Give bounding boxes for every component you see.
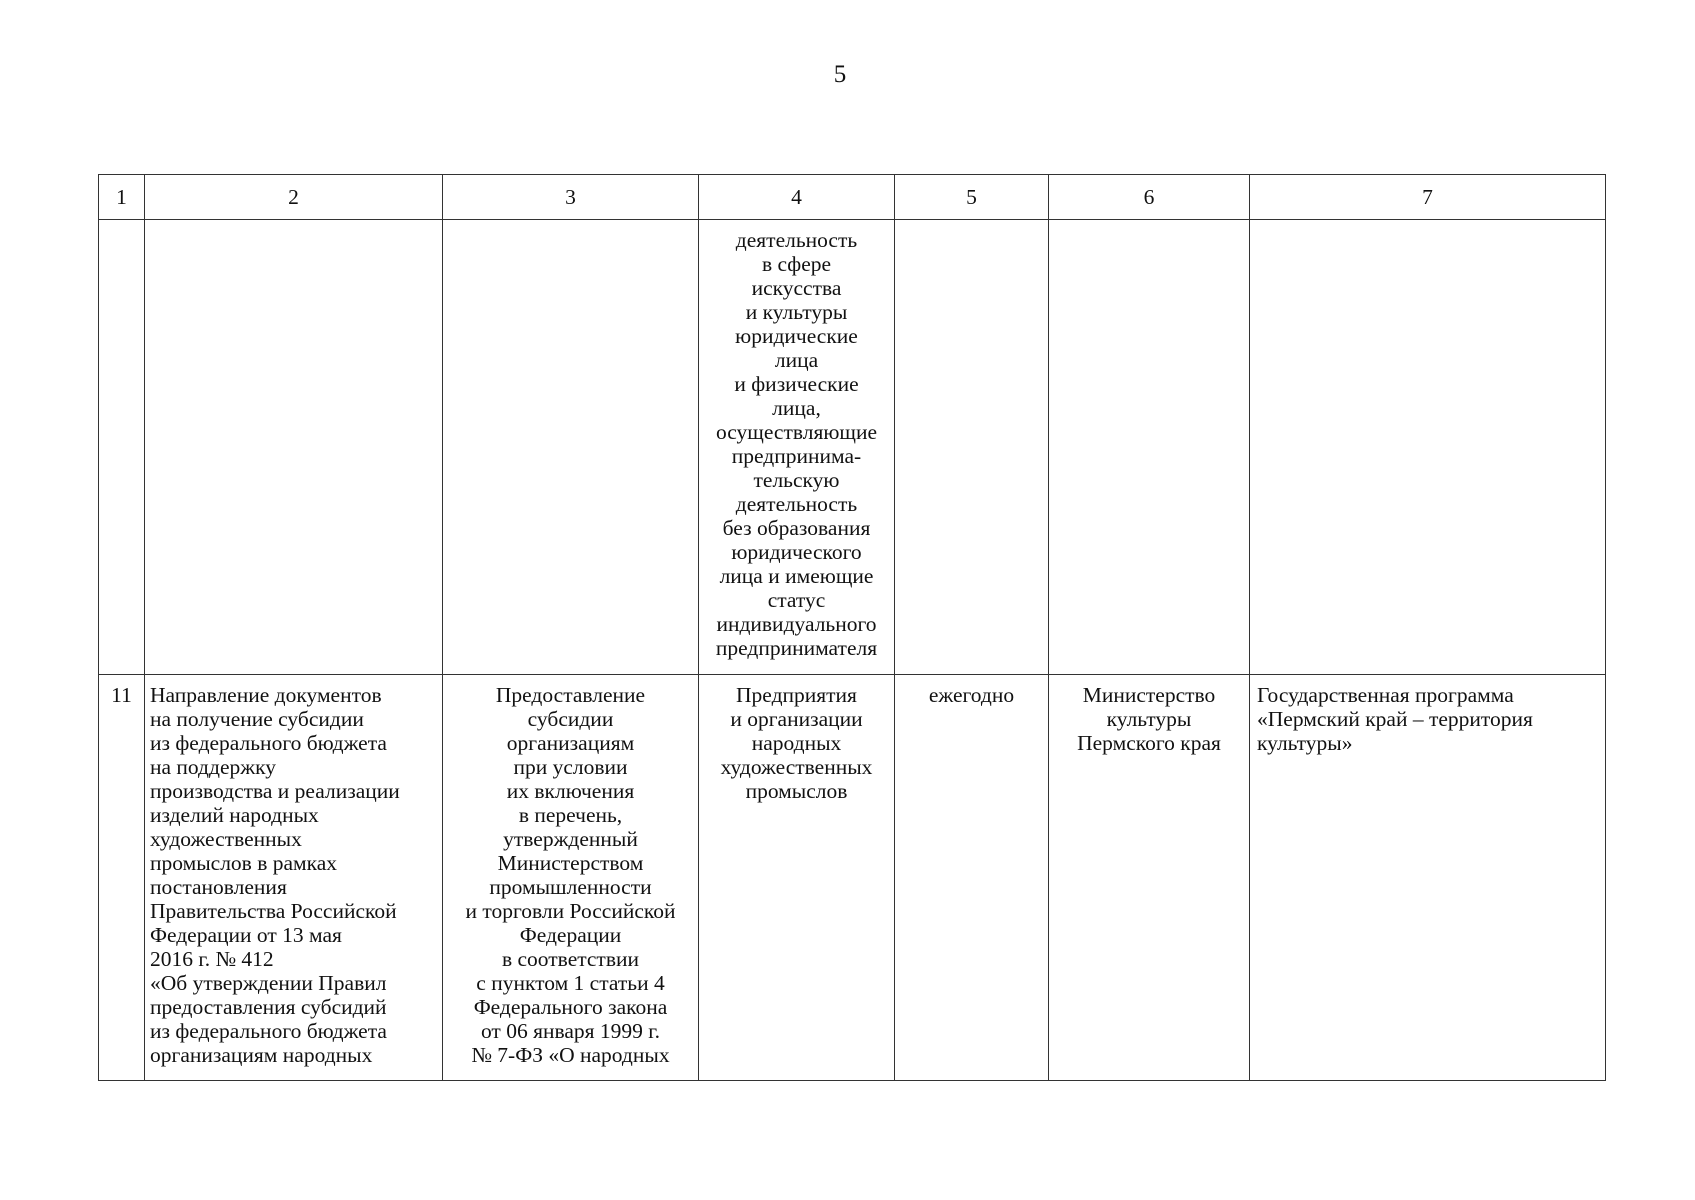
column-header-4: 4: [699, 175, 895, 220]
responsible-cell: [1049, 220, 1250, 675]
column-header-3: 3: [443, 175, 699, 220]
column-number-header-row: [99, 175, 1606, 220]
period: ежегодно: [928, 683, 1015, 707]
period-cell: [895, 220, 1049, 675]
recipients: деятельность в сфере искусства и культуры юридические лица и физические лица, осуществляющие предпринима- тельскую деятельность без образования юридического лица и имеющие статус индивидуального предпринимателя: [715, 228, 878, 660]
column-header-7: 7: [1250, 175, 1606, 220]
recipients-cell: [699, 675, 895, 1081]
measure-content-cell: [443, 220, 699, 675]
responsible: [1049, 220, 1249, 232]
program: Государственная программа «Пермский край – территория культуры»: [1257, 683, 1533, 755]
table-row-continuation: [99, 220, 1606, 675]
row-number: [99, 220, 144, 232]
table-row-11: [99, 675, 1606, 1081]
activity-plan-table: [98, 174, 1606, 1081]
program: [1250, 220, 1605, 232]
column-header-5: 5: [895, 175, 1049, 220]
row-number-cell: [99, 675, 145, 1081]
measure-name: Направление документов на получение субсидии из федерального бюджета на поддержку производства и реализации изделий народных художественных промыслов в рамках постановления Правительства Российской Федерации от 13 мая 2016 г. № 412 «Об утверждении Правил предоставления субсидий из федерального бюджета организациям народных: [150, 683, 400, 1067]
program-cell: [1250, 220, 1606, 675]
program-cell: [1250, 675, 1606, 1081]
page-number: 5: [833, 61, 847, 88]
responsible-cell: [1049, 675, 1250, 1081]
row-number-cell: [99, 220, 145, 675]
measure-name-cell: [145, 220, 443, 675]
responsible: Министерство культуры Пермского края: [1077, 683, 1221, 755]
measure-name-cell: [145, 675, 443, 1081]
period-cell: [895, 675, 1049, 1081]
column-header-6: 6: [1049, 175, 1250, 220]
column-header-2: 2: [145, 175, 443, 220]
period: [895, 220, 1048, 232]
measure-content-cell: [443, 675, 699, 1081]
measure-content: [443, 220, 698, 232]
measure-content: Предоставление субсидии организациям при условии их включения в перечень, утвержденный Министерством промышленности и торговли Российской Федерации в соответствии с пунктом 1 статьи 4 Федерального закона от 06 января 1999 г. № 7-ФЗ «О народных: [465, 683, 676, 1067]
recipients-cell: [699, 220, 895, 675]
recipients: Предприятия и организации народных художественных промыслов: [720, 683, 873, 803]
measure-name: [145, 220, 442, 232]
row-number: 11: [111, 683, 132, 707]
column-header-1: 1: [99, 175, 145, 220]
